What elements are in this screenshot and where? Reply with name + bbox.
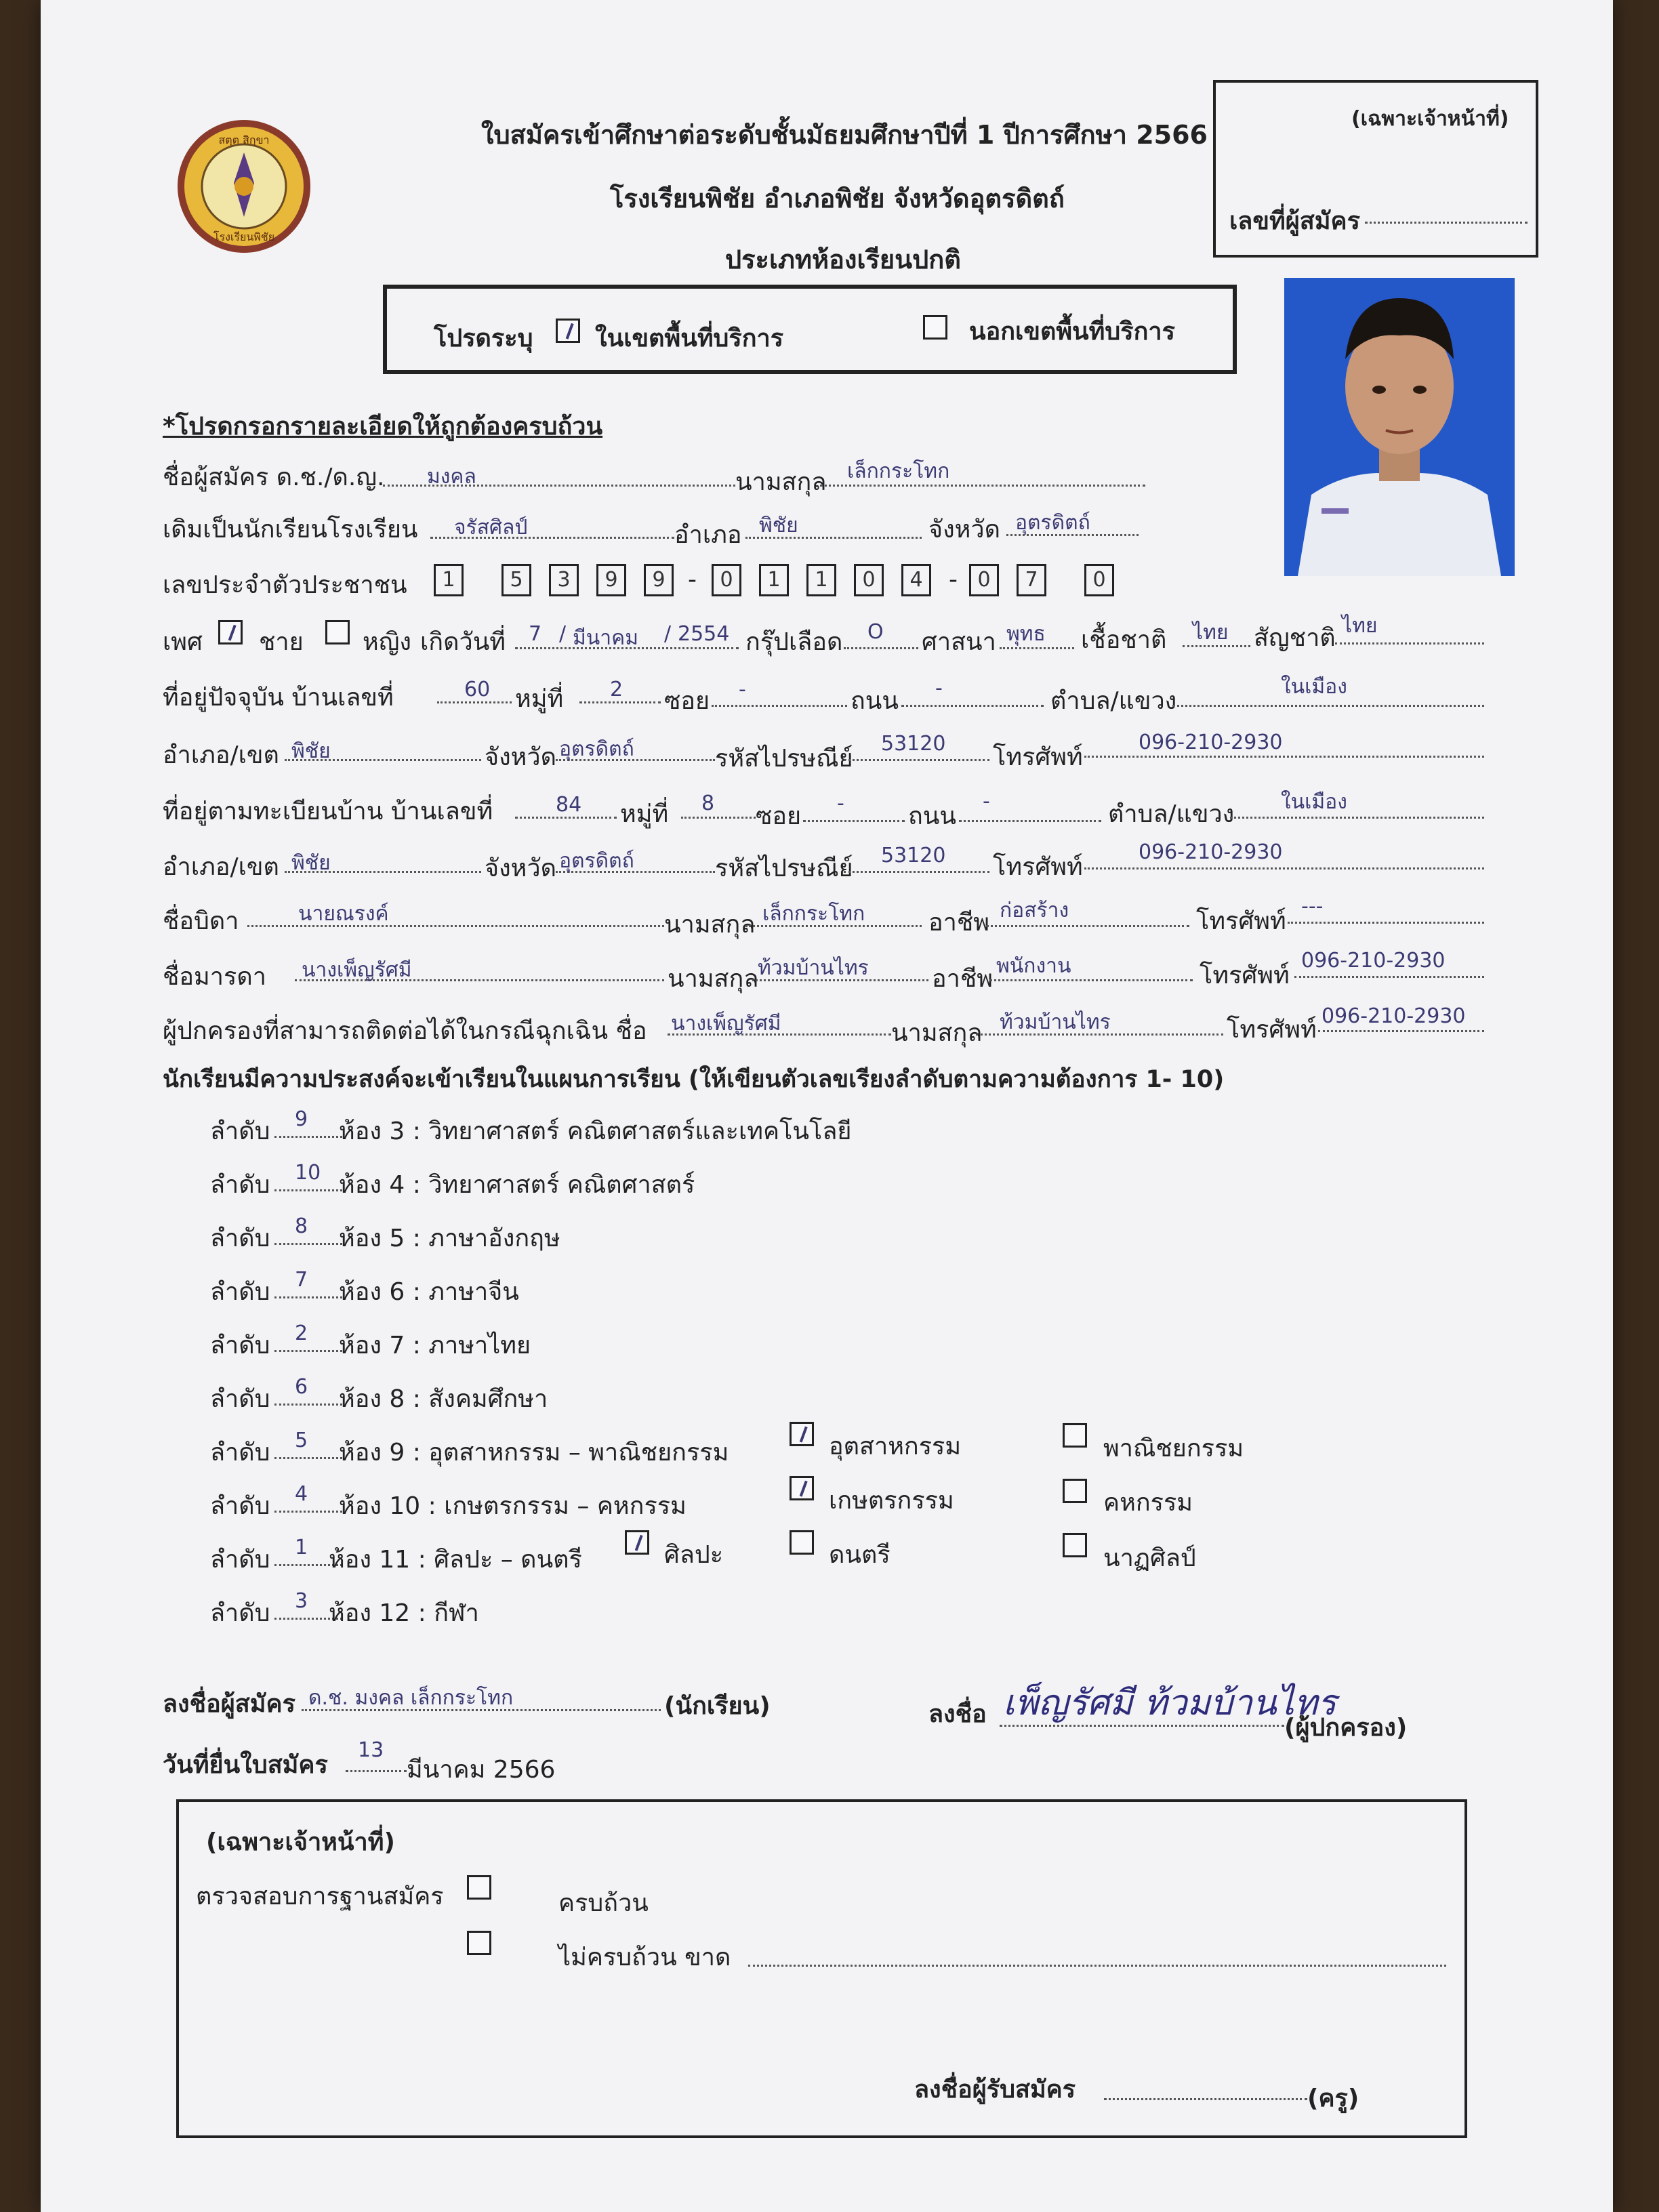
current-province-label: จังหวัด (485, 743, 556, 771)
male-checkbox[interactable] (218, 620, 243, 644)
citizen-id-digit-13[interactable]: 0 (1084, 564, 1114, 596)
art-checkbox[interactable] (625, 1530, 649, 1555)
father-surname-label: นามสกุล (664, 911, 756, 939)
nationality-label: สัญชาติ (1254, 624, 1336, 652)
citizen-id-separator: - (688, 566, 697, 594)
music-checkbox[interactable] (790, 1530, 814, 1555)
father-job-label: อาชีพ (928, 909, 989, 937)
mother-job-label: อาชีพ (932, 965, 993, 993)
religion[interactable]: พุทธ (1006, 622, 1046, 646)
nationality[interactable]: ไทย (1342, 614, 1378, 638)
document-check-label: ตรวจสอบการฐานสมัคร (196, 1883, 444, 1910)
male-label: ชาย (259, 628, 304, 656)
office-check-box (176, 1799, 1467, 2138)
registered-moo[interactable]: 8 (701, 792, 715, 815)
plan-room-label: ห้อง 4 : วิทยาศาสตร์ คณิตศาสตร์ (339, 1171, 695, 1199)
dotline (681, 817, 756, 819)
out-area-checkbox[interactable] (923, 315, 947, 340)
complete-label: ครบถ้วน (558, 1889, 649, 1917)
office-only-box (1213, 80, 1538, 258)
applicant-surname[interactable]: เล็กกระโทก (847, 459, 950, 483)
father-name[interactable]: นายณรงค์ (298, 902, 389, 926)
commerce-checkbox[interactable] (1063, 1423, 1087, 1448)
registered-soi[interactable]: - (837, 792, 844, 815)
applicant-first-name[interactable]: มงคล (427, 465, 476, 489)
current-phone-label: โทรศัพท์ (993, 743, 1083, 771)
mother-label: ชื่อมารดา (163, 963, 266, 991)
school-logo-icon (169, 115, 319, 258)
industry-checkbox[interactable] (790, 1422, 814, 1446)
submit-date-label: วันที่ยื่นใบสมัคร (163, 1751, 328, 1779)
plan-rank-line (274, 1189, 342, 1191)
plan-rank-value[interactable]: 10 (295, 1161, 321, 1185)
prev-province[interactable]: อุตรดิตถ์ (1015, 511, 1090, 535)
receiver-role: (ครู) (1307, 2085, 1359, 2112)
dance-label: นาฏศิลป์ (1103, 1544, 1196, 1572)
in-area-checkbox[interactable] (556, 319, 580, 343)
citizen-id-digit-12[interactable]: 7 (1017, 564, 1046, 596)
current-address-label: ที่อยู่ปัจจุบัน บ้านเลขที่ (163, 684, 394, 712)
dotline (1335, 642, 1484, 644)
plan-rank-label: ลำดับ (210, 1332, 270, 1359)
current-subdistrict[interactable]: ในเมือง (1281, 675, 1347, 699)
registered-road[interactable]: - (983, 790, 990, 813)
receiver-sign-label: ลงชื่อผู้รับสมัคร (914, 2076, 1076, 2104)
home-econ-checkbox[interactable] (1063, 1479, 1087, 1503)
guardian-name[interactable]: นางเพ็ญรัศมี (671, 1012, 781, 1036)
registered-subdistrict-label: ตำบล/แขวง (1108, 800, 1235, 828)
citizen-id-separator: - (949, 566, 958, 594)
plan-rank-line (274, 1404, 342, 1406)
form-title: ใบสมัครเข้าศึกษาต่อระดับชั้นมัธยมศึกษาปีที่ 1 ปีการศึกษา 2566 (481, 120, 1208, 150)
plan-room-label: ห้อง 6 : ภาษาจีน (339, 1278, 519, 1306)
industry-label: อุตสาหกรรม (829, 1433, 962, 1460)
applicant-name-label: ชื่อผู้สมัคร ด.ช./ด.ญ. (163, 464, 385, 491)
submit-date-day[interactable]: 13 (358, 1738, 384, 1762)
commerce-label: พาณิชยกรรม (1103, 1435, 1244, 1462)
father-surname[interactable]: เล็กกระโทก (762, 902, 865, 926)
incomplete-checkbox[interactable] (467, 1931, 491, 1955)
dotline (1084, 867, 1484, 869)
registered-soi-label: ซอย (756, 802, 802, 830)
father-job[interactable]: ก่อสร้าง (1000, 899, 1069, 922)
current-district[interactable]: พิชัย (291, 739, 331, 763)
current-province[interactable]: อุตรดิตถ์ (559, 737, 634, 761)
plan-rank-value[interactable]: 8 (295, 1214, 308, 1238)
plan-rank-label: ลำดับ (210, 1492, 270, 1520)
plan-rank-value[interactable]: 9 (295, 1107, 308, 1131)
plan-room-label: ห้อง 5 : ภาษาอังกฤษ (339, 1225, 560, 1252)
dotline (803, 820, 905, 822)
plan-rank-label: ลำดับ (210, 1599, 270, 1627)
dotline (1230, 817, 1484, 819)
plan-rank-line (274, 1511, 342, 1513)
religion-label: ศาสนา (922, 628, 996, 656)
dotline (515, 817, 617, 819)
registered-province[interactable]: อุตรดิตถ์ (559, 849, 634, 873)
guardian-surname-label: นามสกุล (891, 1019, 983, 1047)
application-form-paper: สตฺต สิกฺขา โรงเรียนพิชัย ใบสมัครเข้าศึกษาต่อระดับชั้นมัธยมศึกษาปีที่ 1 ปีการศึกษา 2566 โรงเรียนพิชัย อำเภอพิชัย จังหวัดอุตรดิตถ์ ประเภทห้องเรียนปกติ (เฉพาะเจ้าหน้าที่) เลขที่ผู้สมัคร โปรดระบุ ในเขตพื้นที่บริการ นอกเขตพื้นที่บริการ *โปรดกรอกรายละเอียดให้ถูกต้องครบถ้วน ชื่อผู้สมัคร ด.ช./ด.ญ. มงคล นามสกุล เล็กกระโทก เดิมเป็นนักเรียนโรงเรียน จรัสศิลป์ อำเภอ พิชัย จังหวัด อุตรดิตถ์ เลขประจำตัวประชาชน 1 5 3 9 9 0 1 1 0 4 0 7 0 - - เพศ ชาย หญิง เกิดวันที่ 7 / มีนาคม / 2554 กรุ๊ปเลือด O ศาสนา พุทธ เชื้อชาติ ไทย สัญชาติ ไทย ที่อยู่ปัจจุบัน บ้านเลขที่ 60 หมู่ที่ 2 ซอย - ถนน - ตำบล/แขวง ในเมือง อำเภอ/เขต พิชัย จังหวัด อุตรดิตถ์ รหัสไปรษณีย์ 53120 โทรศัพท์ 096-210-2930 ที่อยู่ตามทะเบียนบ้าน บ้านเลขที่ 84 หมู่ที่ 8 ซอย - ถนน - ตำบล/แขวง ในเมือง อำเภอ/เขต พิชัย จังหวัด อุตรดิตถ์ รหัสไปรษณีย์ 53120 โทรศัพท์ 096-210-2930 ชื่อบิดา นายณรงค์ นามสกุล เล็กกระโทก อาชีพ ก่อสร้าง โทรศัพท์ --- ชื่อมารดา นางเพ็ญรัศมี นามสกุล ท้วมบ้านไทร อาชีพ พนักงาน โทรศัพท์ 096-210-2930 ผู้ปกครองที่สามารถติดต่อได้ในกรณีฉุกเฉิน ชื่อ นางเพ็ญรัศมี นามสกุล ท้วมบ้านไทร โทรศัพท์ 096-210-2930 นักเรียนมีความประสงค์จะเข้าเรียนในแผนการเรียน (ให้เขียนตัวเลขเรียงลำดับตามความต้องการ 1- 10) ลำดับ 9 ห้อง 3 : วิทยาศาสตร์ คณิตศาสตร์และเทคโนโลยี ลำดับ 10 ห้อง 4 : วิทยาศาสตร์ คณิตศาสตร์ ลำดับ 8 ห้อง 5 : ภาษาอังกฤษ ลำดับ 7 ห้อง 6 : ภาษาจีน ลำดับ 2 ห้อง 7 : ภาษาไทย ลำดับ 6 ห้อง 8 : สังคมศึกษา ลำดับ 5 ห้อง 9 : อุตสาหกรรม – พาณิชยกรรม ลำดับ 4 ห้อง 10 : เกษตรกรรม – คหกรรม ลำดับ 1 ห้อง 11 : ศิลปะ – ดนตรี ลำดับ 3 ห้อง 12 : กีฬา อุตสาหกรรม พาณิชยกรรม เกษตรกรรม คหกรรม ศิลปะ ดนตรี นาฏศิลป์ ลงชื่อผู้สมัคร ด.ช. มงคล เล็กกระโทก (นักเรียน) ลงชื่อ เพ็ญรัศมี ท้วมบ้านไทร (ผู้ปกครอง) วันที่ยื่นใบสมัคร 13 มีนาคม 2566 (เฉพาะเจ้าหน้าที่) ตรวจสอบการฐานสมัคร ครบถ้วน ไม่ครบถ้วน ขาด ลงชื่อผู้รับสมัคร (ครู) (41, 0, 1613, 2212)
home-econ-label: คหกรรม (1103, 1489, 1193, 1517)
citizen-id-digit-10[interactable]: 4 (901, 564, 931, 596)
registered-moo-label: หมู่ที่ (620, 800, 669, 828)
current-subdistrict-label: ตำบล/แขวง (1050, 687, 1177, 715)
current-road-label: ถนน (851, 687, 899, 715)
mother-job[interactable]: พนักงาน (996, 954, 1071, 978)
blood-label: กรุ๊ปเลือด (745, 628, 843, 656)
out-area-label: นอกเขตพื้นที่บริการ (969, 318, 1175, 346)
area-label: โปรดระบุ (434, 325, 533, 352)
citizen-id-digit-5[interactable]: 9 (644, 564, 674, 596)
citizen-id-digit-3[interactable]: 3 (549, 564, 579, 596)
plan-room-label: ห้อง 3 : วิทยาศาสตร์ คณิตศาสตร์และเทคโนโลยี (339, 1118, 852, 1145)
plan-rank-label: ลำดับ (210, 1225, 270, 1252)
current-soi-label: ซอย (664, 687, 710, 715)
blood-type[interactable]: O (867, 620, 884, 644)
applicant-no-label: เลขที่ผู้สมัคร (1229, 207, 1360, 235)
prev-school[interactable]: จรัสศิลป์ (454, 516, 528, 539)
dotline (712, 705, 847, 707)
guardian-phone-label: โทรศัพท์ (1227, 1016, 1317, 1044)
current-district-label: อำเภอ/เขต (163, 741, 279, 769)
dotline (579, 701, 661, 703)
submit-date-rest: มีนาคม 2566 (407, 1756, 556, 1784)
instruction-text: *โปรดกรอกรายละเอียดให้ถูกต้องครบถ้วน (163, 413, 603, 441)
plan-rank-label: ลำดับ (210, 1118, 270, 1145)
plan-room-label: ห้อง 9 : อุตสาหกรรม – พาณิชยกรรม (339, 1439, 729, 1467)
plan-rank-line (274, 1350, 342, 1352)
school-name: โรงเรียนพิชัย อำเภอพิชัย จังหวัดอุตรดิตถ์ (610, 184, 1065, 213)
current-postcode-label: รหัสไปรษณีย์ (715, 745, 853, 773)
dotline (1288, 922, 1484, 924)
plan-rank-line (274, 1243, 342, 1245)
complete-checkbox[interactable] (467, 1875, 491, 1900)
agriculture-label: เกษตรกรรม (829, 1487, 954, 1515)
prev-province-label: จังหวัด (928, 516, 1000, 544)
current-moo-label: หมู่ที่ (515, 685, 564, 713)
mother-surname-label: นามสกุล (668, 965, 759, 993)
dance-checkbox[interactable] (1063, 1533, 1087, 1557)
dotline (844, 871, 989, 873)
registered-phone[interactable]: 096-210-2930 (1139, 840, 1283, 864)
plan-rank-line (274, 1136, 342, 1138)
plan-room-label: ห้อง 12 : กีฬา (329, 1599, 479, 1627)
plan-rank-value[interactable]: 3 (295, 1589, 308, 1613)
current-house-no[interactable]: 60 (464, 678, 491, 701)
father-phone[interactable]: --- (1301, 895, 1324, 918)
guardian-surname[interactable]: ท้วมบ้านไทร (1000, 1010, 1111, 1034)
dotline (346, 1770, 407, 1772)
registered-address-label: ที่อยู่ตามทะเบียนบ้าน บ้านเลขที่ (163, 798, 493, 825)
father-label: ชื่อบิดา (163, 907, 239, 935)
dotline (1294, 976, 1484, 978)
svg-text:สตฺต สิกฺขา: สตฺต สิกฺขา (218, 134, 270, 146)
registered-province-label: จังหวัด (485, 855, 556, 882)
citizen-id-digit-8[interactable]: 1 (806, 564, 836, 596)
citizen-id-digit-11[interactable]: 0 (969, 564, 999, 596)
office-only-label: (เฉพาะเจ้าหน้าที่) (1351, 107, 1509, 131)
dotline (844, 647, 918, 649)
applicant-no-line[interactable] (1365, 222, 1528, 224)
plan-room-label: ห้อง 7 : ภาษาไทย (339, 1332, 531, 1359)
current-soi[interactable]: - (739, 678, 746, 701)
citizen-id-label: เลขประจำตัวประชาชน (163, 571, 407, 599)
citizen-id-digit-7[interactable]: 1 (759, 564, 789, 596)
citizen-id-digit-6[interactable]: 0 (712, 564, 741, 596)
plan-rank-label: ลำดับ (210, 1385, 270, 1413)
missing-docs-line[interactable] (748, 1965, 1446, 1967)
plan-heading: นักเรียนมีความประสงค์จะเข้าเรียนในแผนการเรียน (ให้เขียนตัวเลขเรียงลำดับตามความต้องการ 1- 10) (163, 1066, 1225, 1093)
office-title: (เฉพาะเจ้าหน้าที่) (206, 1828, 395, 1856)
registered-phone-label: โทรศัพท์ (993, 853, 1083, 881)
agriculture-checkbox[interactable] (790, 1476, 814, 1500)
applicant-signature[interactable]: ด.ช. มงคล เล็กกระโทก (308, 1686, 514, 1710)
guardian-sign-label: ลงชื่อ (928, 1700, 987, 1728)
female-checkbox[interactable] (325, 620, 350, 644)
plan-rank-label: ลำดับ (210, 1171, 270, 1199)
citizen-id-digit-2[interactable]: 5 (501, 564, 531, 596)
guardian-role: (ผู้ปกครอง) (1284, 1714, 1408, 1742)
plan-rank-value[interactable]: 7 (295, 1268, 308, 1292)
art-label: ศิลปะ (664, 1541, 724, 1569)
birth-month[interactable]: มีนาคม (573, 626, 638, 650)
dotline (901, 705, 1044, 707)
dotline (959, 820, 1101, 822)
prev-district[interactable]: พิชัย (759, 514, 798, 537)
registered-road-label: ถนน (908, 802, 957, 830)
dotline (1084, 756, 1484, 758)
birth-year[interactable]: 2554 (678, 622, 730, 646)
registered-subdistrict[interactable]: ในเมือง (1281, 790, 1347, 814)
plan-rank-value[interactable]: 6 (295, 1375, 308, 1399)
student-photo-icon (1284, 278, 1515, 576)
plan-rank-value[interactable]: 5 (295, 1429, 308, 1452)
plan-rank-label: ลำดับ (210, 1439, 270, 1467)
plan-rank-value[interactable]: 4 (295, 1482, 308, 1506)
current-road[interactable]: - (935, 676, 943, 700)
current-phone[interactable]: 096-210-2930 (1139, 731, 1283, 754)
incomplete-label: ไม่ครบถ้วน ขาด (558, 1944, 731, 1971)
plan-room-label: ห้อง 8 : สังคมศึกษา (339, 1385, 548, 1413)
citizen-id-digit-9[interactable]: 0 (854, 564, 884, 596)
plan-room-label: ห้อง 11 : ศิลปะ – ดนตรี (329, 1546, 582, 1574)
applicant-role: (นักเรียน) (664, 1692, 771, 1720)
female-label: หญิง (363, 628, 411, 656)
music-label: ดนตรี (829, 1541, 890, 1569)
guardian-label: ผู้ปกครองที่สามารถติดต่อได้ในกรณีฉุกเฉิน ชื่อ (163, 1017, 647, 1045)
birth-day[interactable]: 7 (529, 622, 542, 646)
applicant-sign-label: ลงชื่อผู้สมัคร (163, 1690, 295, 1718)
mother-name[interactable]: นางเพ็ญรัศมี (302, 958, 412, 982)
race[interactable]: ไทย (1193, 621, 1229, 644)
dotline (1318, 1030, 1484, 1032)
guardian-signature[interactable]: เพ็ญรัศมี ท้วมบ้านไทร (1003, 1683, 1336, 1723)
mother-surname[interactable]: ท้วมบ้านไทร (758, 956, 869, 980)
plan-rank-label: ลำดับ (210, 1546, 270, 1574)
class-type: ประเภทห้องเรียนปกติ (725, 245, 961, 274)
dotline (437, 701, 512, 703)
registered-district[interactable]: พิชัย (291, 851, 331, 875)
registered-district-label: อำเภอ/เขต (163, 853, 279, 881)
dotline (1172, 705, 1484, 707)
plan-rank-label: ลำดับ (210, 1278, 270, 1306)
mother-phone-label: โทรศัพท์ (1200, 962, 1290, 989)
plan-rank-value[interactable]: 1 (295, 1536, 308, 1559)
race-label: เชื้อชาติ (1081, 626, 1167, 654)
birth-label: เกิดวันที่ (420, 628, 506, 656)
registered-postcode-label: รหัสไปรษณีย์ (715, 855, 853, 882)
registered-house-no[interactable]: 84 (556, 793, 582, 817)
father-phone-label: โทรศัพท์ (1196, 907, 1286, 935)
applicant-surname-label: นามสกุล (735, 468, 827, 496)
guardian-phone[interactable]: 096-210-2930 (1322, 1004, 1466, 1028)
citizen-id-digit-4[interactable]: 9 (596, 564, 626, 596)
prev-district-label: อำเภอ (674, 521, 742, 549)
mother-phone[interactable]: 096-210-2930 (1301, 949, 1446, 972)
receiver-sign-line[interactable] (1104, 2098, 1307, 2100)
svg-text:โรงเรียนพิชัย: โรงเรียนพิชัย (213, 230, 275, 243)
sex-label: เพศ (163, 628, 203, 656)
plan-room-label: ห้อง 10 : เกษตรกรรม – คหกรรม (339, 1492, 687, 1520)
in-area-label: ในเขตพื้นที่บริการ (595, 325, 784, 352)
applicant-photo (1284, 278, 1515, 576)
current-moo[interactable]: 2 (610, 678, 623, 701)
plan-rank-line (274, 1296, 342, 1298)
plan-rank-value[interactable]: 2 (295, 1322, 308, 1345)
citizen-id-digit-1[interactable]: 1 (434, 564, 464, 596)
plan-rank-line (274, 1457, 342, 1459)
current-postcode[interactable]: 53120 (881, 732, 946, 756)
registered-postcode[interactable]: 53120 (881, 844, 946, 867)
prev-school-label: เดิมเป็นนักเรียนโรงเรียน (163, 516, 418, 544)
dotline (844, 759, 989, 761)
